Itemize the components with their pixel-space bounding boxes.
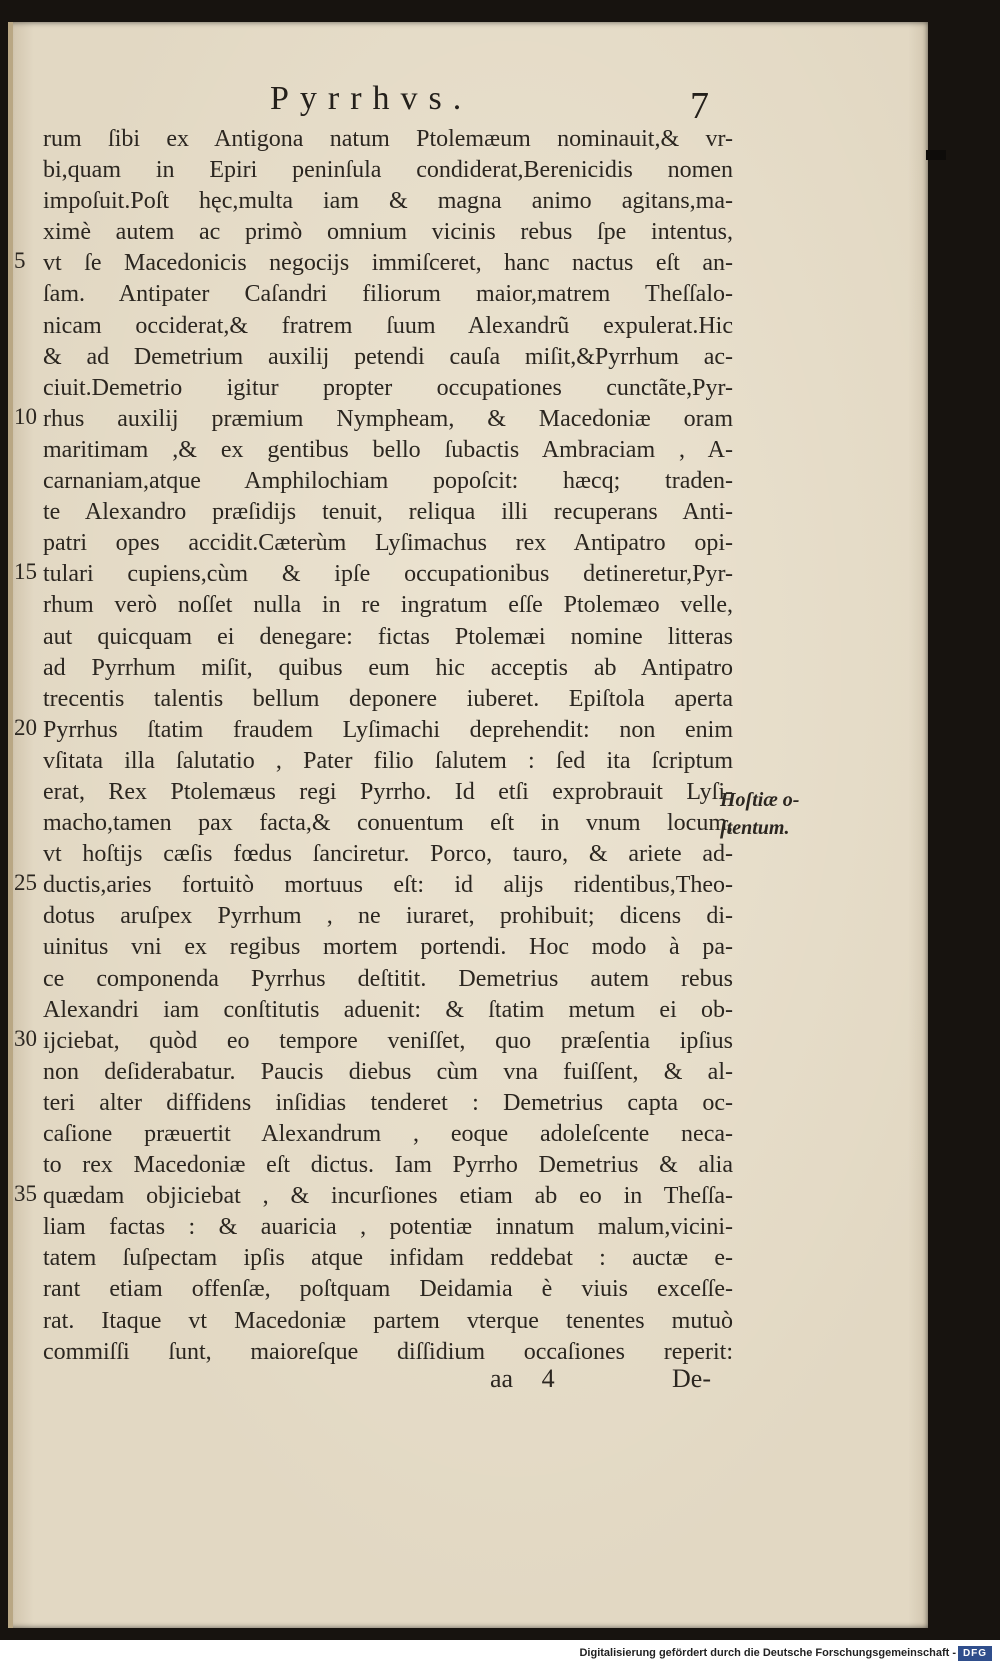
text-line: Alexandri iam conſtitutis aduenit: & ſtatim metum ei ob- [43,996,733,1023]
text-line: bi,quam in Epiri peninſula condiderat,Berenicidis nomen [43,157,733,184]
text-line: & ad Demetrium auxilij petendi cauſa miſit,&Pyrrhum ac- [43,343,733,370]
running-head: Pyrrhvs. [270,80,473,117]
funding-credit: Digitalisierung gefördert durch die Deutsche Forschungsgemeinschaft - [579,1647,956,1659]
page-edge [8,22,13,1628]
text-line: impoſuit.Poſt hęc,multa iam & magna animo agitans,ma- [43,188,733,215]
text-line: tulari cupiens,cùm & ipſe occupationibus detineretur,Pyr- [43,561,733,588]
catchword: De- [672,1364,711,1393]
line-number: 30 [14,1025,37,1051]
text-line: rant etiam offenſæ, poſtquam Deidamia è viuis exceſſe- [43,1276,733,1303]
text-line: ce componenda Pyrrhus deſtitit. Demetrius autem rebus [43,965,733,992]
text-line: to rex Macedoniæ eſt dictus. Iam Pyrrho Demetrius & alia [43,1152,733,1179]
text-line: dotus aruſpex Pyrrhum , ne iuraret, prohibuit; dicens di- [43,903,733,930]
text-line: non deſiderabatur. Paucis diebus cùm vna fuiſſent, & al- [43,1058,733,1085]
text-line: ximè autem ac primò omnium vicinis rebus ſpe intentus, [43,219,733,246]
text-line: liam factas : & auaricia , potentiæ innatum malum,vicini- [43,1214,733,1241]
line-number: 25 [14,870,37,896]
text-line: ad Pyrrhum miſit, quibus eum hic acceptis ab Antipatro [43,654,733,681]
text-line: ſam. Antipater Caſandri filiorum maior,matrem Theſſalo- [43,281,733,308]
dfg-logo: DFG [958,1646,992,1661]
text-line: te Alexandro præſidijs tenuit, reliqua illi recuperans Anti- [43,499,733,526]
text-line: rhus auxilij præmium Nympheam, & Macedoniæ oram [43,405,733,432]
text-line: uinitus vni ex regibus mortem portendi. Hoc modo à pa- [43,934,733,961]
text-line: trecentis talentis bellum deponere iuberet. Epiſtola aperta [43,685,733,712]
text-line: maritimam ,& ex gentibus bello ſubactis Ambraciam , A- [43,436,733,463]
text-line: aut quicquam ei denegare: fictas Ptolemæi nomine litteras [43,623,733,650]
text-line: quædam objiciebat , & incurſiones etiam ab eo in Theſſa- [43,1183,733,1210]
line-number: 20 [14,714,37,740]
text-line: vt ſe Macedonicis negocijs immiſceret, hanc nactus eſt an- [43,250,733,277]
text-line: caſione præuertit Alexandrum , eoque adoleſcente neca- [43,1121,733,1147]
text-line: teri alter diffidens inſidias tenderet : Demetrius capta oc- [43,1089,733,1116]
text-line: commiſſi ſunt, maioreſque diſſidium occaſiones reperit: [43,1338,733,1365]
page-number: 7 [690,85,709,127]
text-line: nicam occiderat,& fratrem ſuum Alexandrũ expulerat.Hic [43,312,733,339]
line-number: 15 [14,559,37,585]
text-line: patri opes accidit.Cæterùm Lyſimachus rex Antipatro opi- [43,530,733,557]
margin-note-line-1: Hoſtiæ o- [720,789,800,811]
text-line: macho,tamen pax facta,& conuentum eſt in vnum locum, [43,810,733,837]
text-line: rat. Itaque vt Macedoniæ partem vterque tenentes mutuò [43,1307,733,1334]
text-line: erat, Rex Ptolemæus regi Pyrrho. Id etſi exprobrauit Lyſi- [43,778,733,805]
text-line: tatem ſuſpectam ipſis atque infidam reddebat : auctæ e- [43,1245,733,1272]
text-line: rum ſibi ex Antigona natum Ptolemæum nominauit,& vr- [43,126,733,152]
text-line: ijciebat, quòd eo tempore veniſſet, quo præſentia ipſius [43,1027,733,1054]
page-tab-marker [926,150,946,160]
signature-mark: aa 4 [490,1364,555,1393]
text-line: carnaniam,atque Amphilochiam popoſcit: hæcq; traden- [43,468,733,495]
margin-note-line-2: ſtentum. [720,817,790,839]
text-line: Pyrrhus ſtatim fraudem Lyſimachi deprehendit: non enim [43,716,733,743]
text-line: ciuit.Demetrio igitur propter occupationes cunctãte,Pyr- [43,374,733,401]
line-number: 5 [14,248,26,274]
text-line: rhum verò noſſet nulla in re ingratum eſſe Ptolemæo velle, [43,592,733,619]
text-line: vt hoſtijs cæſis fœdus ſanciretur. Porco, tauro, & ariete ad- [43,841,733,868]
text-line: ductis,aries fortuitò mortuus eſt: id alijs ridentibus,Theo- [43,872,733,899]
line-number: 10 [14,403,37,429]
line-number: 35 [14,1181,37,1207]
body-text [43,124,733,1368]
text-line: vſitata illa ſalutatio , Pater filio ſalutem : ſed ita ſcriptum [43,747,733,774]
